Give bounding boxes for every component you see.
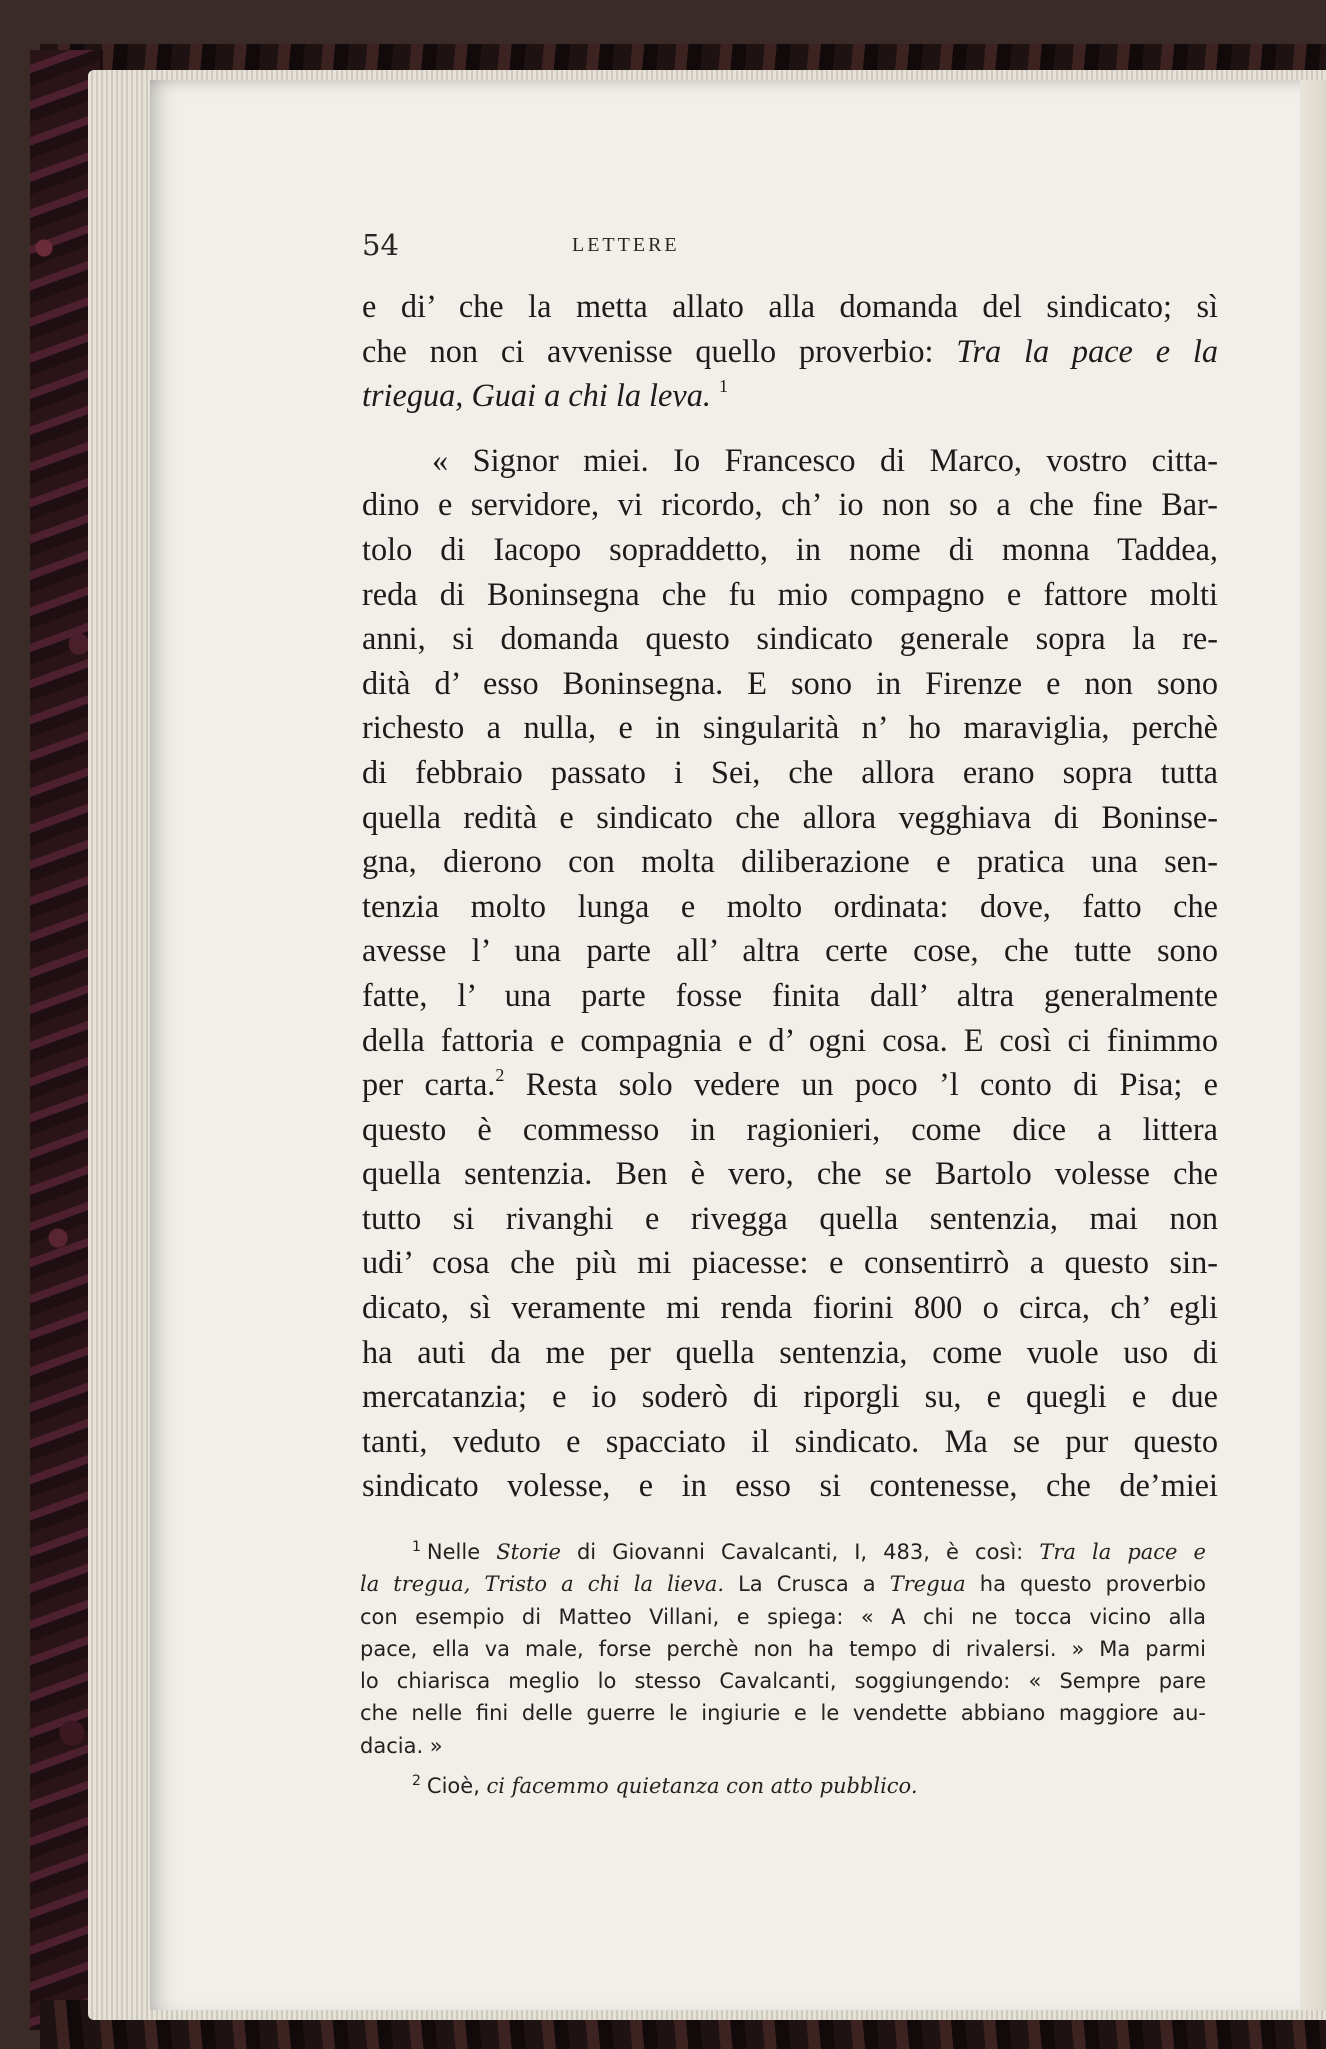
text-span: di Giovanni Cavalcanti, I, 483, è così:	[560, 1540, 1040, 1564]
text-span: Nelle	[426, 1540, 497, 1564]
footnote-line	[360, 1536, 1206, 1568]
text-line: gna, dierono con molta diliberazione e pratica una sen-	[362, 843, 1218, 880]
footnote-ref: 2	[495, 1065, 505, 1086]
footnote-line	[360, 1568, 1206, 1600]
next-page-edge	[1300, 80, 1326, 2010]
footnote-line	[360, 1770, 1206, 1802]
text-span: ha questo proverbio	[965, 1572, 1207, 1597]
italic-span: Storie	[496, 1540, 561, 1564]
text-line: tolo di Iacopo sopraddetto, in nome di monna Taddea,	[362, 530, 1218, 567]
italic-span: la tregua, Tristo a chi la lieva.	[360, 1572, 725, 1597]
text-line: e di’ che la metta allato alla domanda del sindicato; sì	[362, 288, 1218, 324]
text-line: di febbraio passato i Sei, che allora erano sopra tutta	[362, 753, 1218, 790]
footnote-line: con esempio di Matteo Villani, e spiega: « A chi ne tocca vicino alla	[360, 1604, 1206, 1629]
text-line: tutto si rivanghi e rivegga quella sentenzia, mai non	[362, 1199, 1218, 1236]
proverb-italic: Tra la pace e la	[956, 332, 1218, 369]
text-line: quella sentenzia. Ben è vero, che se Bartolo volesse che	[362, 1155, 1218, 1192]
text-line: avesse l’ una parte all’ altra certe cose, che tutte sono	[362, 932, 1218, 969]
page-number: 54	[362, 228, 399, 262]
text-line: richesto a nulla, e in singularità n’ ho maraviglia, perchè	[362, 709, 1218, 746]
footnote-mark: 2	[412, 1773, 421, 1790]
text-line: questo è commesso in ragionieri, come dice a littera	[362, 1110, 1218, 1147]
text-line: anni, si domanda questo sindicato generale sopra la re-	[362, 620, 1218, 657]
italic-span: Tra la pace e	[1039, 1540, 1206, 1564]
text-line	[362, 373, 1218, 418]
text-line: ha auti da me per quella sentenzia, come vuole uso di	[362, 1333, 1218, 1370]
text-line: reda di Boninsegna che fu mio compagno e fattore molti	[362, 575, 1218, 612]
paragraph-gap	[362, 418, 1218, 438]
text-span: La Crusca a	[724, 1572, 890, 1597]
footnote-ref: 1	[719, 376, 729, 397]
italic-span: Tregua	[889, 1572, 966, 1597]
footnote-line: che nelle fini delle guerre le ingiurie e le vendette abbiano maggiore au-	[360, 1701, 1206, 1726]
footnote-line: dacia. »	[360, 1733, 443, 1758]
text-line: sindicato volesse, e in esso si contenesse, che de’miei	[362, 1467, 1218, 1504]
page-header	[362, 228, 852, 268]
main-text	[362, 284, 1218, 1508]
text-line: mercatanzia; e io soderò di riporgli su, e quegli e due	[362, 1378, 1218, 1415]
text-line: tenzia molto lunga e molto ordinata: dove, fatto che	[362, 887, 1218, 924]
running-title: LETTERE	[572, 234, 680, 256]
text-line: udi’ cosa che più mi piacesse: e consentirrò a questo sin-	[362, 1244, 1218, 1281]
text-line: « Signor miei. Io Francesco di Marco, vostro citta-	[432, 441, 1218, 478]
text-line: dità d’ esso Boninsegna. E sono in Firenze e non sono	[362, 664, 1218, 701]
footnote-line: lo chiarisca meglio lo stesso Cavalcanti, soggiungendo: « Sempre pare	[360, 1669, 1206, 1694]
text-span: Cioè,	[426, 1774, 487, 1799]
text-line: tanti, veduto e spacciato il sindicato. Ma se pur questo	[362, 1422, 1218, 1459]
text-line: dino e servidore, vi ricordo, ch’ io non so a che fine Bar-	[362, 486, 1218, 523]
text-line: fatte, l’ una parte fosse finita dall’ altra generalmente	[362, 976, 1218, 1013]
footnote-mark: 1	[412, 1539, 421, 1555]
text-line	[362, 329, 1218, 374]
text-line: dicato, sì veramente mi renda fiorini 800 o circa, ch’ egli	[362, 1289, 1218, 1326]
text-span: che non ci avvenisse quello proverbio:	[362, 332, 957, 369]
text-span: Resta solo vedere un poco ’l conto di Pisa; e	[504, 1066, 1219, 1103]
proverb-italic: triegua, Guai a chi la leva.	[362, 377, 711, 414]
text-span: per carta.	[362, 1066, 496, 1103]
footnotes	[360, 1536, 1206, 1802]
text-line: quella redità e sindicato che allora vegghiava di Boninse-	[362, 798, 1218, 835]
footnote-line: pace, ella va male, forse perchè non ha tempo di rivalersi. » Ma parmi	[360, 1636, 1206, 1661]
text-line: della fattoria e compagnia e d’ ogni cosa. E così ci finimmo	[362, 1021, 1218, 1058]
text-line	[362, 1062, 1218, 1107]
italic-span: ci facemmo quietanza con atto pubblico.	[486, 1774, 918, 1799]
